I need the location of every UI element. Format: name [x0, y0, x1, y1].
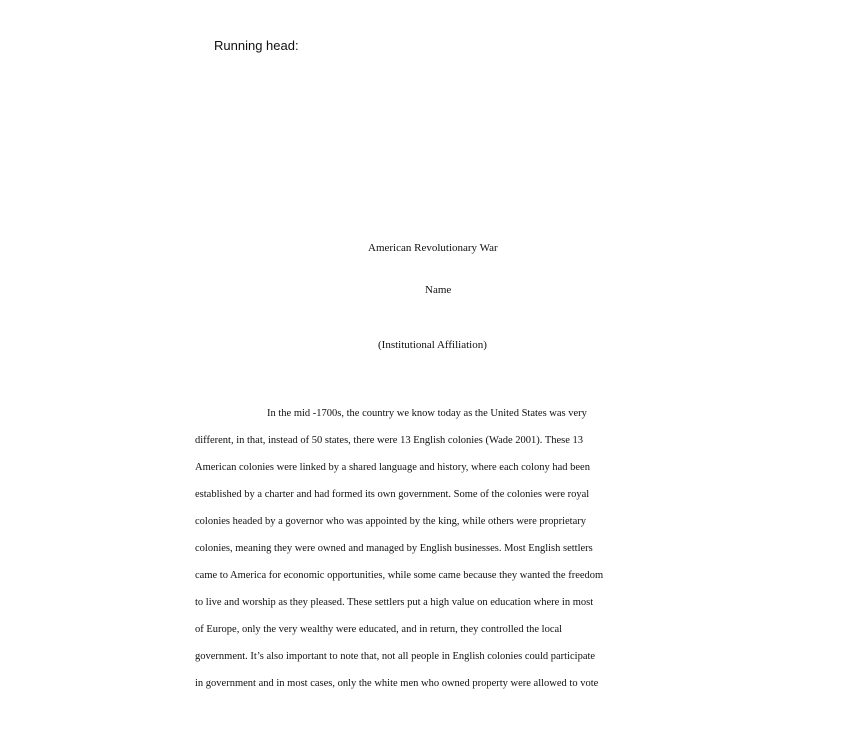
body-line: came to America for economic opportunities, while some came because they wanted the freedom [195, 570, 604, 581]
body-paragraph [195, 400, 665, 697]
body-line: government. It’s also important to note that, not all people in English colonies could participate [195, 651, 596, 662]
body-line: colonies, meaning they were owned and managed by English businesses. Most English settlers [195, 543, 593, 554]
institutional-affiliation: (Institutional Affiliation) [378, 339, 487, 351]
body-line: different, in that, instead of 50 states, there were 13 English colonies (Wade 2001). These 13 [195, 435, 584, 446]
body-line: to live and worship as they pleased. These settlers put a high value on education where in most [195, 597, 594, 608]
paper-title: American Revolutionary War [368, 242, 498, 254]
body-line: In the mid -1700s, the country we know today as the United States was very [267, 408, 587, 419]
body-line: American colonies were linked by a shared language and history, where each colony had been [195, 462, 590, 473]
author-name: Name [425, 284, 452, 296]
running-head: Running head: [214, 38, 299, 53]
body-line: colonies headed by a governor who was appointed by the king, while others were proprietary [195, 516, 587, 527]
body-line: established by a charter and had formed its own government. Some of the colonies were royal [195, 489, 590, 500]
body-line: in government and in most cases, only the white men who owned property were allowed to vote [195, 678, 599, 689]
body-line: of Europe, only the very wealthy were educated, and in return, they controlled the local [195, 624, 563, 635]
